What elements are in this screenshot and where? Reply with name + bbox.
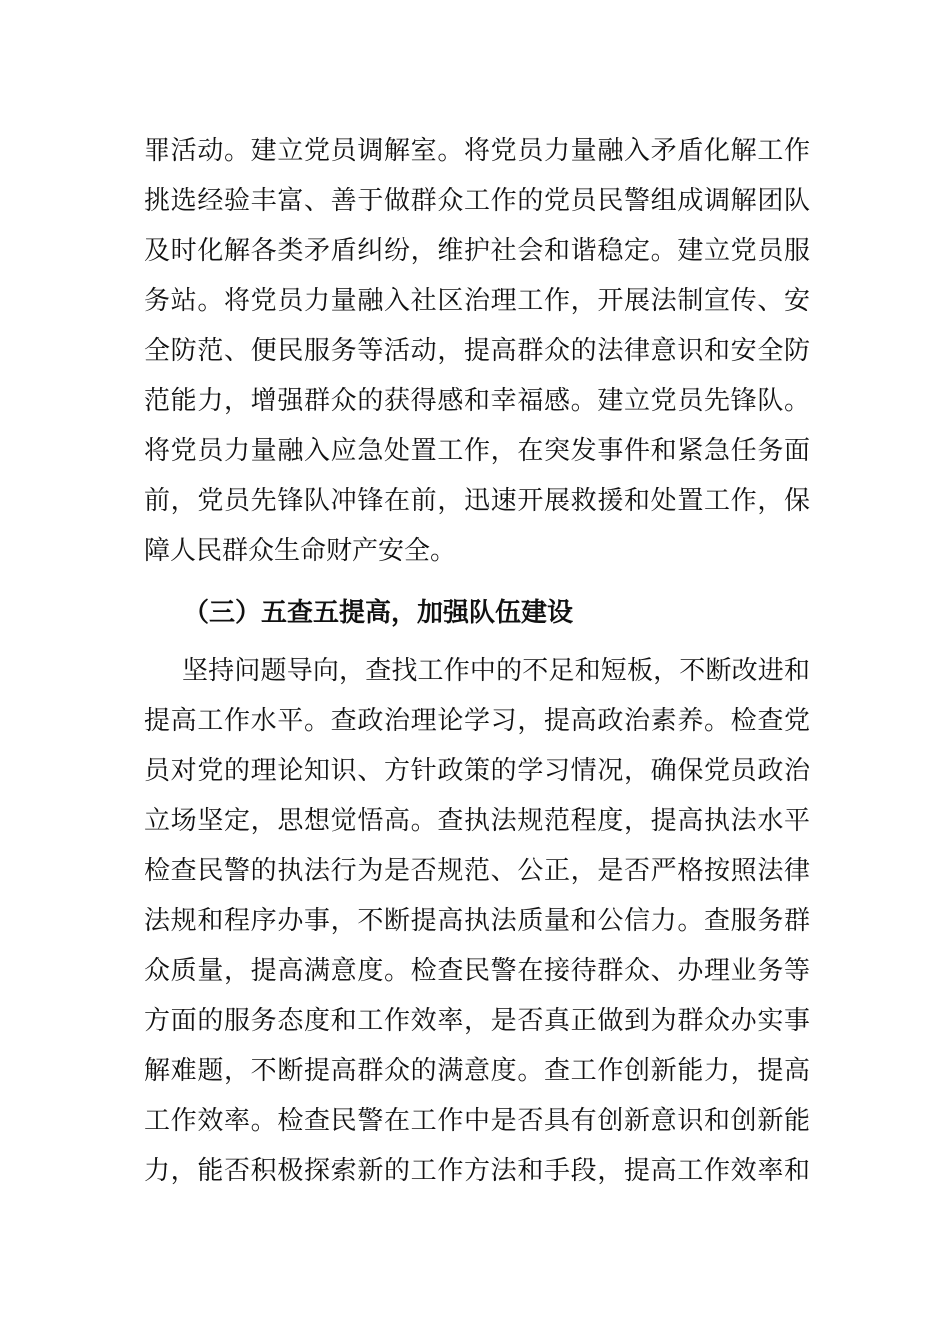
paragraph-party-stations bbox=[144, 126, 810, 576]
paragraph-line: 众质量，提高满意度。检查民警在接待群众、办理业务等 bbox=[144, 956, 810, 986]
paragraph-line: 务站。将党员力量融入社区治理工作，开展法制宣传、安 bbox=[144, 286, 810, 316]
paragraph-line: 立场坚定，思想觉悟高。查执法规范程度，提高执法水平 bbox=[144, 806, 810, 836]
paragraph-five-checks bbox=[144, 646, 810, 1196]
paragraph-line: 将党员力量融入应急处置工作，在突发事件和紧急任务面 bbox=[144, 436, 810, 466]
paragraph-line: 及时化解各类矛盾纠纷，维护社会和谐稳定。建立党员服 bbox=[144, 236, 810, 266]
paragraph-line: 前，党员先锋队冲锋在前，迅速开展救援和处置工作，保 bbox=[144, 486, 810, 516]
section-heading: （三）五查五提高，加强队伍建设 bbox=[183, 598, 574, 628]
paragraph-line: 工作效率。检查民警在工作中是否具有创新意识和创新能 bbox=[144, 1106, 810, 1136]
paragraph-line: 员对党的理论知识、方针政策的学习情况，确保党员政治 bbox=[144, 756, 810, 786]
paragraph-line: 罪活动。建立党员调解室。将党员力量融入矛盾化解工作 bbox=[144, 136, 810, 166]
paragraph-line: 方面的服务态度和工作效率，是否真正做到为群众办实事 bbox=[144, 1006, 810, 1036]
paragraph-line: 法规和程序办事，不断提高执法质量和公信力。查服务群 bbox=[144, 906, 810, 936]
paragraph-line: 力，能否积极探索新的工作方法和手段，提高工作效率和 bbox=[144, 1156, 810, 1186]
paragraph-line: 检查民警的执法行为是否规范、公正，是否严格按照法律 bbox=[144, 856, 810, 886]
paragraph-line: 全防范、便民服务等活动，提高群众的法律意识和安全防 bbox=[144, 336, 810, 366]
paragraph-line: 提高工作水平。查政治理论学习，提高政治素养。检查党 bbox=[144, 706, 810, 736]
paragraph-line: 挑选经验丰富、善于做群众工作的党员民警组成调解团队 bbox=[144, 186, 810, 216]
paragraph-line: 障人民群众生命财产安全。 bbox=[144, 536, 457, 566]
paragraph-line: 坚持问题导向，查找工作中的不足和短板，不断改进和 bbox=[182, 656, 810, 686]
paragraph-line: 范能力，增强群众的获得感和幸福感。建立党员先锋队。 bbox=[144, 386, 810, 416]
paragraph-line: 解难题，不断提高群众的满意度。查工作创新能力，提高 bbox=[144, 1056, 810, 1086]
